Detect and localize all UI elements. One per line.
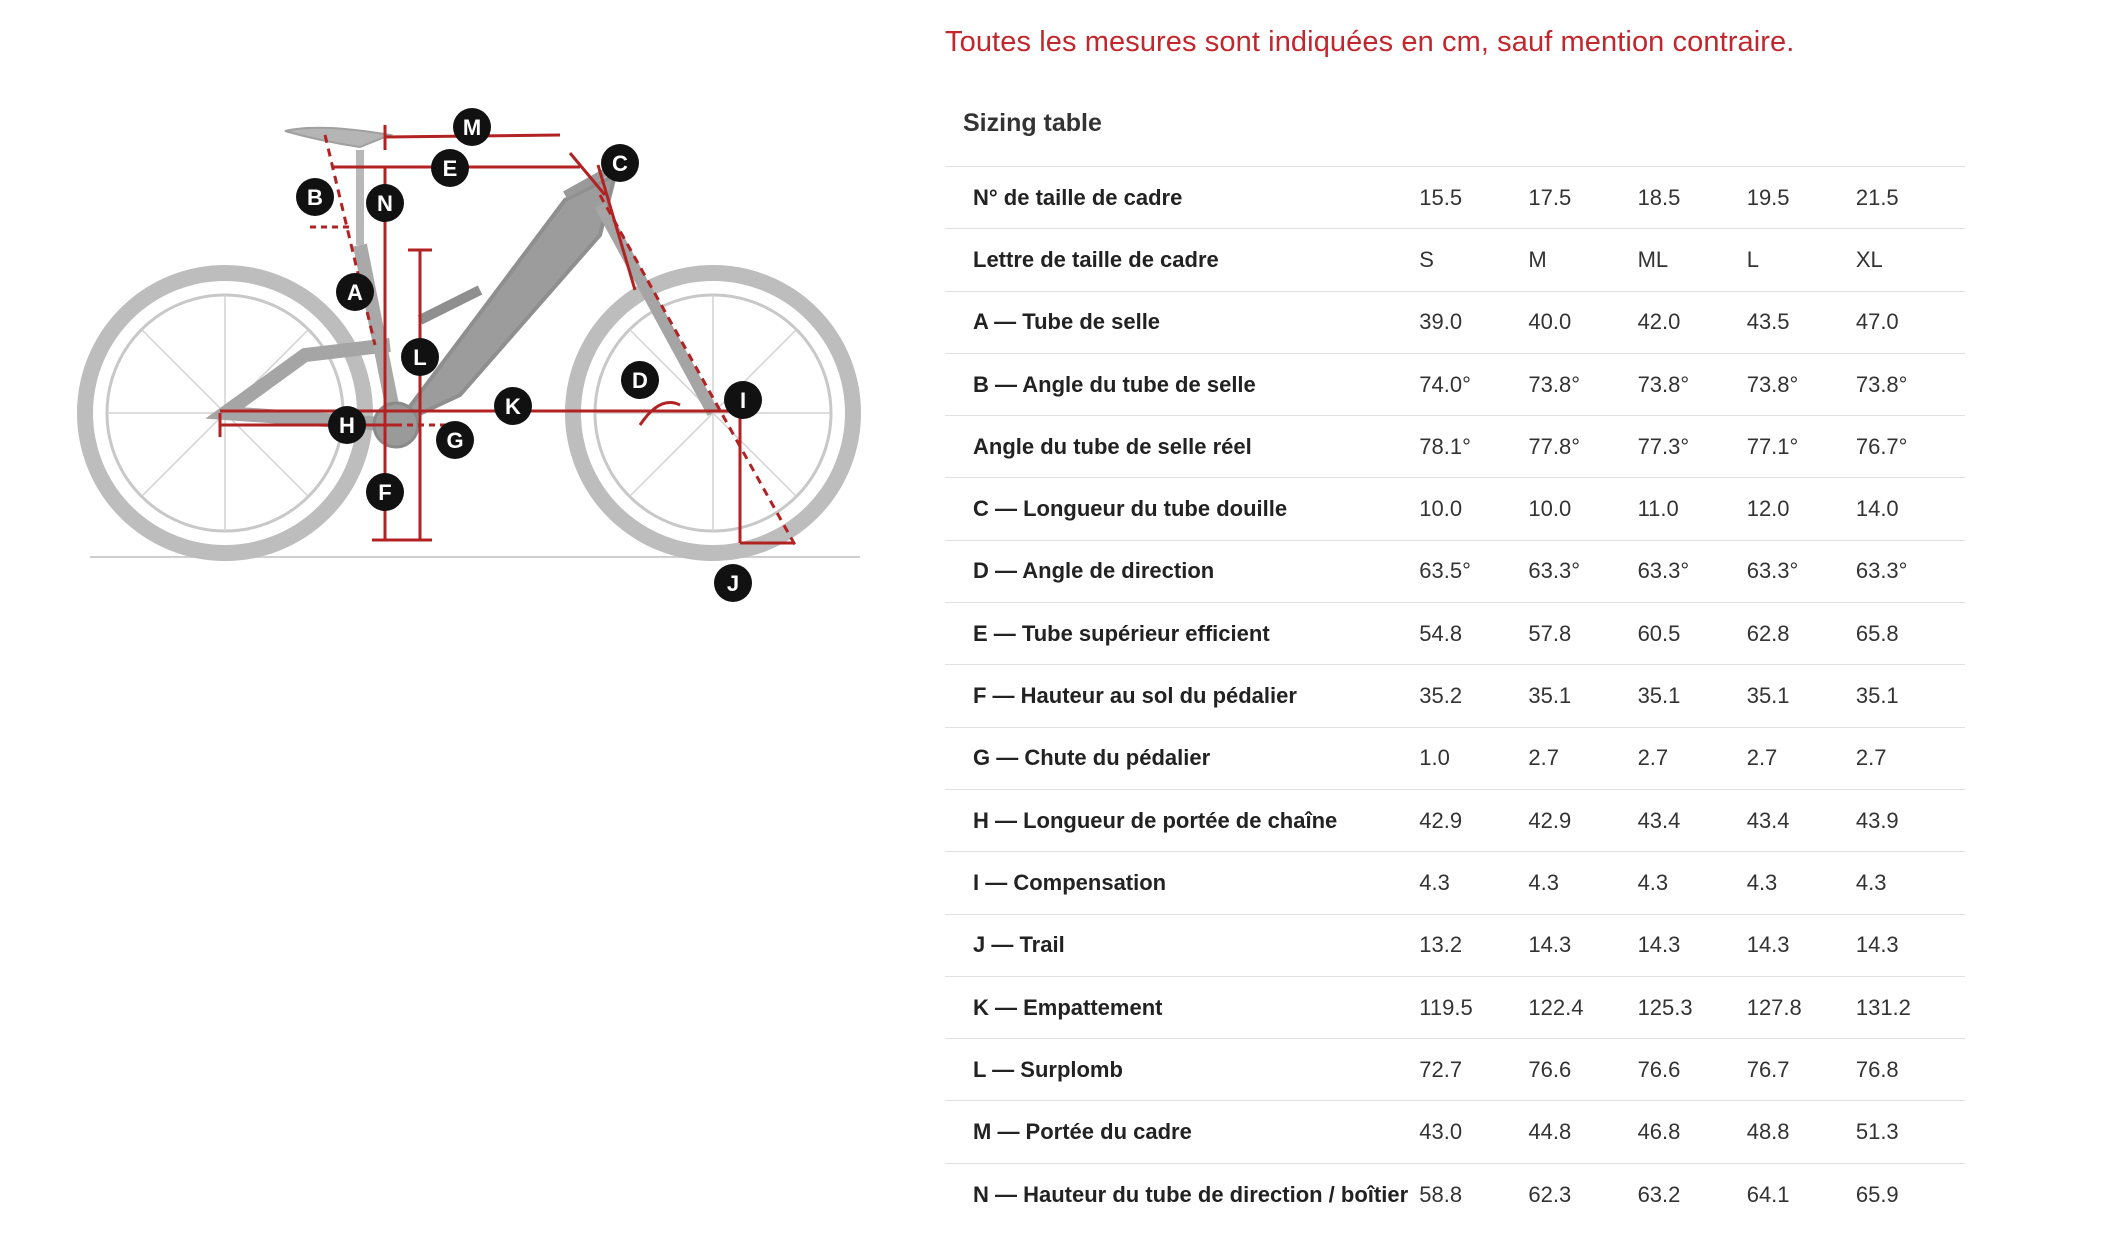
units-note: Toutes les mesures sont indiquées en cm, sauf mention contraire. bbox=[945, 26, 1795, 58]
row-value: 4.3 bbox=[1419, 869, 1450, 895]
row-value: 10.0 bbox=[1419, 496, 1463, 522]
row-value: 62.3 bbox=[1528, 1181, 1572, 1207]
badge-j bbox=[714, 564, 752, 602]
table-row bbox=[945, 354, 1965, 416]
row-label: J — Trail bbox=[973, 932, 1065, 958]
svg-text:A: A bbox=[347, 280, 363, 305]
badge-f bbox=[366, 473, 404, 511]
row-label: F — Hauteur au sol du pédalier bbox=[973, 683, 1297, 709]
table-row bbox=[945, 416, 1965, 478]
table-row bbox=[945, 977, 1965, 1039]
row-value: 1.0 bbox=[1419, 745, 1450, 771]
badge-g bbox=[436, 421, 474, 459]
bike-geometry-diagram bbox=[60, 95, 880, 635]
sizing-table bbox=[945, 95, 1965, 1226]
row-value: 43.9 bbox=[1855, 807, 1899, 833]
table-row bbox=[945, 1164, 1965, 1226]
row-value: 35.1 bbox=[1855, 683, 1899, 709]
row-value: 42.9 bbox=[1419, 807, 1463, 833]
row-value: 10.0 bbox=[1528, 496, 1572, 522]
row-value: 14.3 bbox=[1746, 932, 1790, 958]
row-value: 60.5 bbox=[1637, 620, 1681, 646]
row-value: 77.3° bbox=[1637, 433, 1690, 459]
row-value: 78.1° bbox=[1419, 433, 1471, 459]
row-label: A — Tube de selle bbox=[973, 309, 1161, 335]
row-value: 65.9 bbox=[1855, 1181, 1899, 1207]
row-label: G — Chute du pédalier bbox=[973, 745, 1211, 771]
svg-text:H: H bbox=[339, 413, 355, 438]
badge-n bbox=[366, 184, 404, 222]
row-value: 43.4 bbox=[1637, 807, 1681, 833]
row-value: 76.7° bbox=[1855, 433, 1908, 459]
row-label: L — Surplomb bbox=[973, 1056, 1123, 1082]
row-value: S bbox=[1419, 246, 1434, 272]
svg-text:J: J bbox=[726, 571, 740, 596]
row-value: 43.4 bbox=[1746, 807, 1790, 833]
row-value: 17.5 bbox=[1528, 184, 1572, 210]
row-label: N° de taille de cadre bbox=[973, 184, 1183, 210]
row-value: 4.3 bbox=[1746, 869, 1778, 895]
row-label: E — Tube supérieur efficient bbox=[973, 620, 1270, 646]
row-value: 35.1 bbox=[1746, 683, 1790, 709]
row-value: 76.6 bbox=[1528, 1056, 1572, 1082]
row-label: B — Angle du tube de selle bbox=[973, 371, 1256, 397]
row-value: 13.2 bbox=[1419, 932, 1463, 958]
badge-b bbox=[296, 178, 334, 216]
table-row bbox=[945, 167, 1965, 229]
row-value: 73.8° bbox=[1637, 371, 1690, 397]
row-value: 14.3 bbox=[1637, 932, 1681, 958]
row-value: 12.0 bbox=[1746, 496, 1790, 522]
badge-e bbox=[431, 149, 469, 187]
svg-text:D: D bbox=[632, 368, 648, 393]
row-value: 39.0 bbox=[1419, 309, 1463, 335]
row-value: 11.0 bbox=[1637, 496, 1679, 522]
row-value: 73.8° bbox=[1746, 371, 1799, 397]
row-label: H — Longueur de portée de chaîne bbox=[973, 807, 1338, 833]
svg-text:N: N bbox=[377, 191, 393, 216]
svg-text:K: K bbox=[505, 394, 521, 419]
table-row bbox=[945, 790, 1965, 852]
row-value: 4.3 bbox=[1637, 869, 1669, 895]
row-value: 47.0 bbox=[1855, 309, 1899, 335]
table-body bbox=[945, 167, 1965, 1226]
row-value: 63.5° bbox=[1419, 558, 1471, 584]
row-value: 18.5 bbox=[1637, 184, 1681, 210]
row-value: M bbox=[1528, 246, 1547, 272]
table-row bbox=[945, 229, 1965, 291]
row-value: 76.8 bbox=[1855, 1056, 1899, 1082]
badge-l bbox=[401, 338, 439, 376]
table-row bbox=[945, 728, 1965, 790]
row-value: 4.3 bbox=[1855, 869, 1887, 895]
row-value: 63.3° bbox=[1855, 558, 1908, 584]
row-value: 125.3 bbox=[1637, 994, 1693, 1020]
bike-silhouette bbox=[85, 128, 853, 553]
row-value: 15.5 bbox=[1419, 184, 1463, 210]
row-value: 119.5 bbox=[1419, 994, 1473, 1020]
row-value: 2.7 bbox=[1855, 745, 1887, 771]
table-row bbox=[945, 915, 1965, 977]
row-value: ML bbox=[1637, 246, 1669, 272]
row-value: XL bbox=[1855, 246, 1883, 272]
row-value: 122.4 bbox=[1528, 994, 1584, 1020]
row-value: 73.8° bbox=[1528, 371, 1581, 397]
row-value: 21.5 bbox=[1855, 184, 1899, 210]
table-row bbox=[945, 541, 1965, 603]
table-row bbox=[945, 603, 1965, 665]
row-value: 2.7 bbox=[1528, 745, 1560, 771]
row-value: 63.3° bbox=[1746, 558, 1799, 584]
row-value: 73.8° bbox=[1855, 371, 1908, 397]
row-value: 77.8° bbox=[1528, 433, 1581, 459]
row-value: 40.0 bbox=[1528, 309, 1572, 335]
row-value: 19.5 bbox=[1746, 184, 1790, 210]
table-title: Sizing table bbox=[945, 95, 1965, 167]
badge-c bbox=[601, 144, 639, 182]
row-value: 44.8 bbox=[1528, 1119, 1572, 1145]
badge-h bbox=[328, 406, 366, 444]
row-value: 35.1 bbox=[1637, 683, 1681, 709]
row-value: 64.1 bbox=[1746, 1181, 1790, 1207]
row-value: 63.3° bbox=[1637, 558, 1690, 584]
row-value: 42.9 bbox=[1528, 807, 1572, 833]
row-value: 42.0 bbox=[1637, 309, 1681, 335]
svg-text:M: M bbox=[462, 115, 482, 140]
svg-text:L: L bbox=[413, 345, 427, 370]
row-value: 14.3 bbox=[1528, 932, 1572, 958]
row-label: Lettre de taille de cadre bbox=[973, 246, 1219, 272]
table-row bbox=[945, 1101, 1965, 1163]
row-value: 35.2 bbox=[1419, 683, 1463, 709]
row-value: 58.8 bbox=[1419, 1181, 1463, 1207]
row-label: C — Longueur du tube douille bbox=[973, 496, 1288, 522]
badge-m bbox=[453, 108, 491, 146]
row-value: 14.0 bbox=[1855, 496, 1899, 522]
row-value: 63.2 bbox=[1637, 1181, 1681, 1207]
row-value: 76.7 bbox=[1746, 1056, 1790, 1082]
row-value: 62.8 bbox=[1746, 620, 1790, 646]
row-value: 131.2 bbox=[1855, 994, 1911, 1020]
row-value: 43.5 bbox=[1746, 309, 1790, 335]
svg-text:F: F bbox=[378, 480, 392, 505]
badge-k bbox=[494, 387, 532, 425]
row-value: 76.6 bbox=[1637, 1056, 1681, 1082]
table-row bbox=[945, 665, 1965, 727]
row-label: I — Compensation bbox=[973, 869, 1167, 895]
row-value: 43.0 bbox=[1419, 1119, 1463, 1145]
table-row bbox=[945, 852, 1965, 914]
row-value: 35.1 bbox=[1528, 683, 1572, 709]
row-value: 127.8 bbox=[1746, 994, 1802, 1020]
row-value: 54.8 bbox=[1419, 620, 1463, 646]
badge-a bbox=[336, 273, 374, 311]
row-value: 14.3 bbox=[1855, 932, 1899, 958]
table-row bbox=[945, 292, 1965, 354]
row-label: N — Hauteur du tube de direction / boîtier bbox=[973, 1181, 1409, 1207]
svg-text:C: C bbox=[612, 151, 628, 176]
badge-d bbox=[621, 361, 659, 399]
row-label: M — Portée du cadre bbox=[973, 1119, 1192, 1145]
svg-text:G: G bbox=[446, 428, 464, 453]
row-value: 2.7 bbox=[1746, 745, 1778, 771]
row-value: 51.3 bbox=[1855, 1119, 1899, 1145]
svg-text:E: E bbox=[442, 156, 458, 181]
badge-i bbox=[724, 381, 762, 419]
row-value: 77.1° bbox=[1746, 433, 1799, 459]
row-value: 4.3 bbox=[1528, 869, 1560, 895]
row-value: 46.8 bbox=[1637, 1119, 1681, 1145]
svg-text:B: B bbox=[307, 185, 323, 210]
row-label: D — Angle de direction bbox=[973, 558, 1215, 584]
table-row bbox=[945, 478, 1965, 540]
table-row bbox=[945, 1039, 1965, 1101]
row-value: 65.8 bbox=[1855, 620, 1899, 646]
row-value: 63.3° bbox=[1528, 558, 1581, 584]
row-value: 74.0° bbox=[1419, 371, 1471, 397]
row-value: 57.8 bbox=[1528, 620, 1572, 646]
row-value: 2.7 bbox=[1637, 745, 1669, 771]
svg-text:I: I bbox=[739, 388, 747, 413]
row-value: L bbox=[1746, 246, 1759, 272]
row-value: 48.8 bbox=[1746, 1119, 1790, 1145]
row-label: K — Empattement bbox=[973, 994, 1163, 1020]
row-value: 72.7 bbox=[1419, 1056, 1463, 1082]
row-label: Angle du tube de selle réel bbox=[973, 433, 1252, 459]
